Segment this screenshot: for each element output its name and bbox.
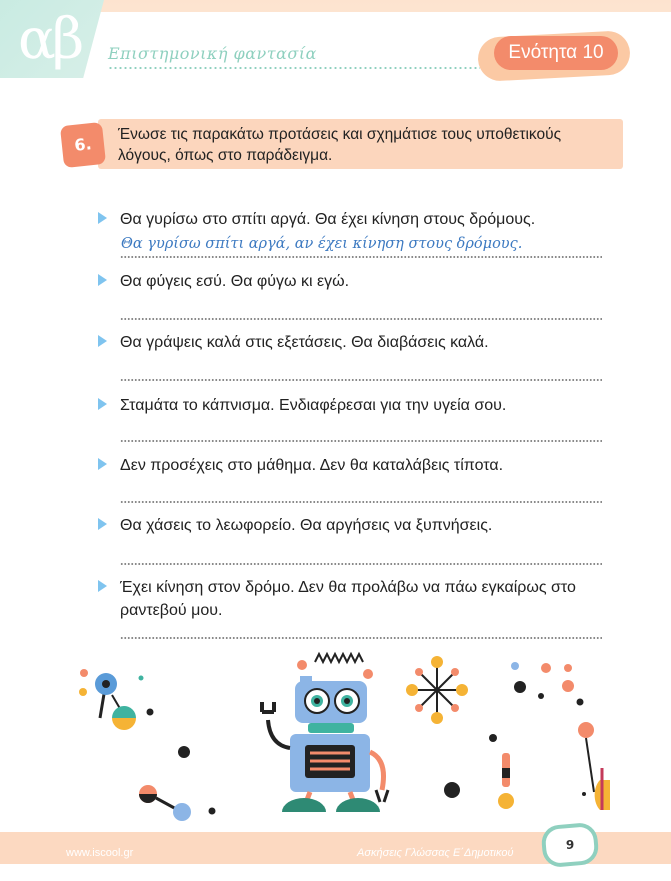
answer-line-7[interactable] <box>120 637 602 639</box>
triangle-bullet-icon <box>98 212 107 224</box>
page-number: 9 <box>565 838 575 852</box>
triangle-bullet-icon <box>98 458 107 470</box>
answer-line-4[interactable] <box>120 440 602 442</box>
instruction-text: Ένωσε τις παρακάτω προτάσεις και σχημάτισε τους υποθετικούς λόγους, όπως στο παράδειγμα. <box>118 126 562 164</box>
answer-line-3[interactable] <box>120 379 602 381</box>
item-sentence: Σταμάτα το κάπνισμα. Ενδιαφέρεσαι για την υγεία σου. <box>120 397 507 414</box>
item-sentence: Θα γυρίσω στο σπίτι αργά. Θα έχει κίνηση στους δρόμους. <box>120 211 536 228</box>
item-sentence: Θα χάσεις το λεωφορείο. Θα αργήσεις να ξυπνήσεις. <box>120 517 493 534</box>
robot-illustration <box>0 640 671 840</box>
triangle-bullet-icon <box>98 335 107 347</box>
answer-line-2[interactable] <box>120 318 602 320</box>
exercise-number: 6. <box>60 122 106 168</box>
logo: αβ <box>18 7 81 72</box>
item-sentence: Έχει κίνηση στον δρόμο. Δεν θα προλάβω να πάω εγκαίρως στο ραντεβού μου. <box>120 579 576 619</box>
answer-line-6[interactable] <box>120 563 602 565</box>
triangle-bullet-icon <box>98 580 107 592</box>
footer-book-title: Ασκήσεις Γλώσσας Ε΄Δημοτικού <box>357 847 514 859</box>
answer-line-1[interactable] <box>120 256 602 258</box>
triangle-bullet-icon <box>98 518 107 530</box>
title-dotted-line <box>108 67 480 69</box>
answer-line-5[interactable] <box>120 501 602 503</box>
item-sentence: Δεν προσέχεις στο μάθημα. Δεν θα καταλάβεις τίποτα. <box>120 457 504 474</box>
unit-badge: Ενότητα 10 <box>494 36 618 70</box>
footer-bottom-margin <box>0 864 671 881</box>
item-sentence: Θα γράψεις καλά στις εξετάσεις. Θα διαβάσεις καλά. <box>120 334 489 351</box>
triangle-bullet-icon <box>98 398 107 410</box>
example-answer: Θα γυρίσω σπίτι αργά, αν έχει κίνηση στους δρόμους. <box>121 236 523 252</box>
footer-website: www.iscool.gr <box>66 847 134 859</box>
triangle-bullet-icon <box>98 274 107 286</box>
item-sentence: Θα φύγεις εσύ. Θα φύγω κι εγώ. <box>120 273 350 290</box>
series-title: Επιστημονική φαντασία <box>108 44 317 63</box>
